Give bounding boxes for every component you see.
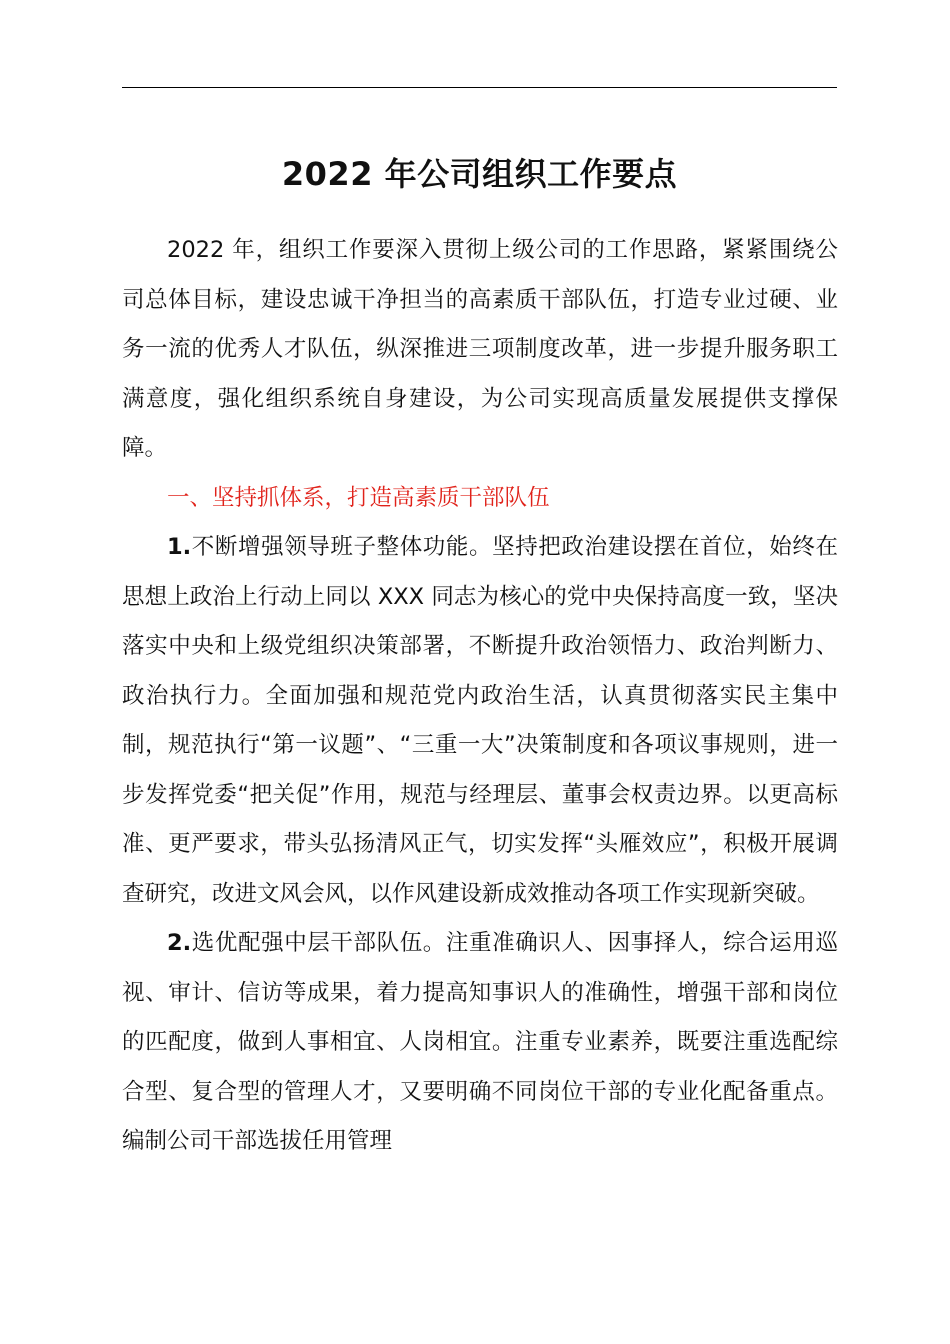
document-body — [122, 226, 838, 1167]
item-number-2: 2. — [167, 930, 192, 956]
intro-paragraph: 2022 年，组织工作要深入贯彻上级公司的工作思路，紧紧围绕公司总体目标，建设忠诚干净担当的高素质干部队伍，打造专业过硬、业务一流的优秀人才队伍，纵深推进三项制度改革，进一步提升服务职工满意度，强化组织系统自身建设，为公司实现高质量发展提供支撑保障。 — [122, 237, 838, 461]
header-rule — [122, 87, 837, 88]
item-number-1: 1. — [167, 534, 192, 560]
item-paragraph-1 — [122, 523, 838, 919]
section-heading-1: 一、坚持抓体系，打造高素质干部队伍 — [167, 484, 550, 511]
item-paragraph-2 — [122, 919, 838, 1167]
item-text-2: 选优配强中层干部队伍。注重准确识人、因事择人，综合运用巡视、审计、信访等成果，着力提高知事识人的准确性，增强干部和岗位的匹配度，做到人事相宜、人岗相宜。注重专业素养，既要注重选配综合型、复合型的管理人才，又要明确不同岗位干部的专业化配备重点。编制公司干部选拔任用管理 — [122, 930, 838, 1154]
document-title: 2022 年公司组织工作要点 — [281, 155, 678, 193]
item-text-1: 不断增强领导班子整体功能。坚持把政治建设摆在首位，始终在思想上政治上行动上同以 XXX 同志为核心的党中央保持高度一致，坚决落实中央和上级党组织决策部署，不断提升政治领悟力、政治判断力、政治执行力。全面加强和规范党内政治生活，认真贯彻落实民主集中制，规范执行“第一议题”、“三重一大”决策制度和各项议事规则，进一步发挥党委“把关促”作用，规范与经理层、董事会权责边界。以更高标准、更严要求，带头弘扬清风正气，切实发挥“头雁效应”，积极开展调查研究，改进文风会风，以作风建设新成效推动各项工作实现新突破。 — [122, 534, 838, 907]
